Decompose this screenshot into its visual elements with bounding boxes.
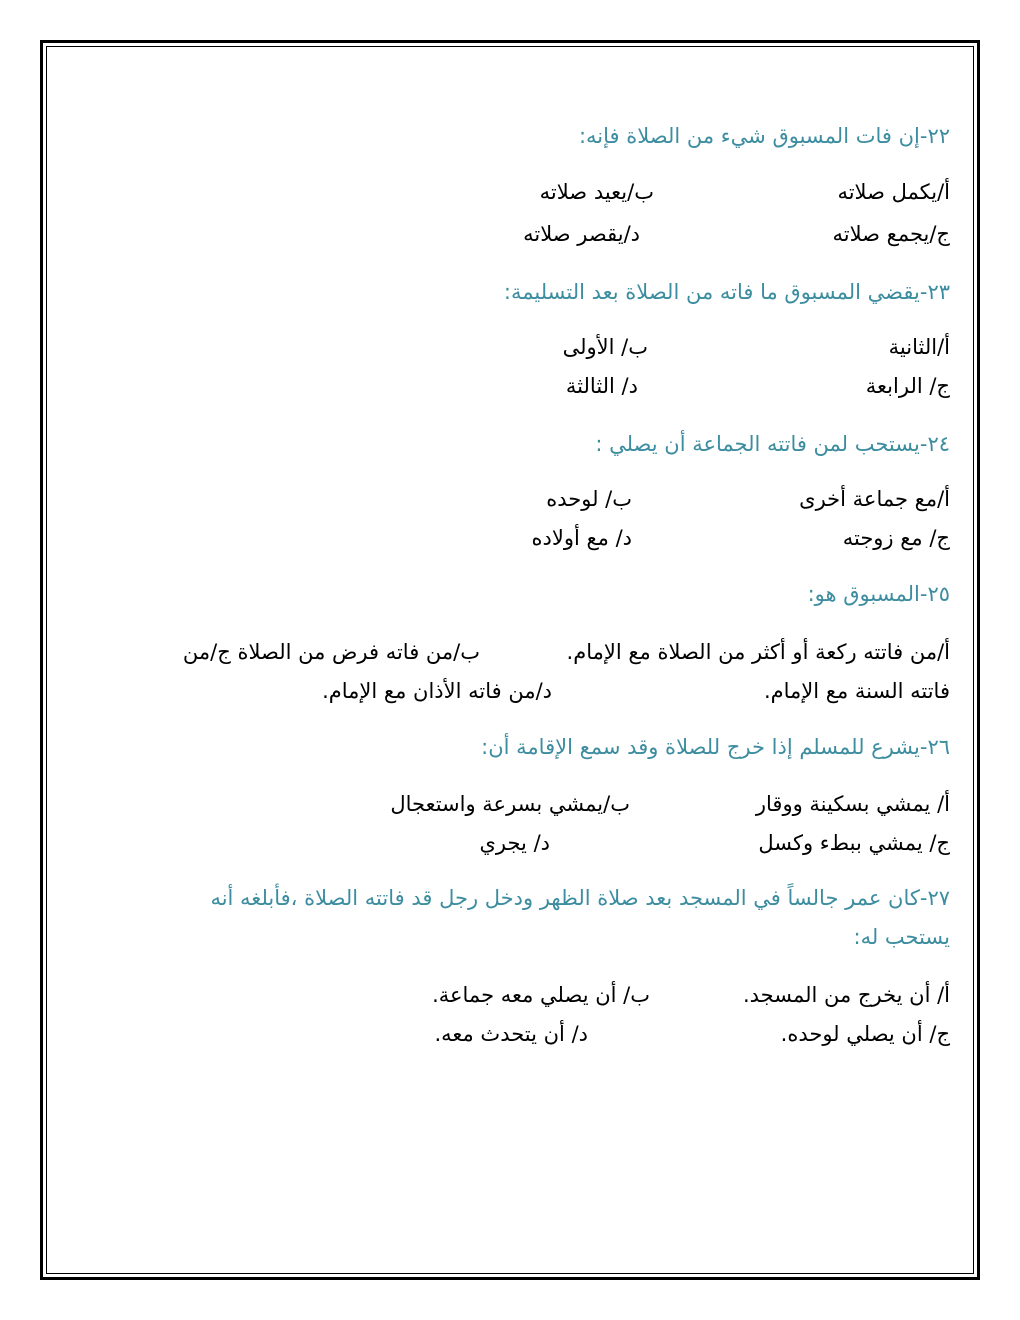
question-27-continued: يستحب له:	[853, 925, 950, 949]
option-a: أ/الثانية	[888, 335, 950, 359]
option-c: ج/ يمشي ببطء وكسل	[758, 831, 950, 855]
question-text: -يقضي المسبوق ما فاته من الصلاة بعد التسليمة:	[503, 280, 928, 304]
option-d: د/ مع أولاده	[531, 526, 632, 550]
option-a: أ/ أن يخرج من المسجد.	[742, 983, 950, 1007]
question-22	[579, 124, 950, 148]
option-a: أ/من فاتته ركعة أو أكثر من الصلاة مع الإمام.	[566, 640, 950, 664]
option-b: ب/ الأولى	[562, 335, 648, 359]
question-number: ٢٥	[927, 582, 950, 606]
option-a: أ/يكمل صلاته	[837, 180, 950, 204]
option-d: د/يقصر صلاته	[523, 222, 640, 246]
option-d: د/ أن يتحدث معه.	[434, 1022, 588, 1046]
option-b: ب/يمشي بسرعة واستعجال	[390, 792, 630, 816]
question-text: -كان عمر جالساً في المسجد بعد صلاة الظهر ودخل رجل قد فاتته الصلاة ،فأبلغه أنه	[210, 886, 928, 910]
question-number: ٢٢	[927, 124, 950, 148]
question-text: -يستحب لمن فاتته الجماعة أن يصلي :	[595, 432, 928, 456]
question-24	[595, 432, 950, 456]
option-c-cont: فاتته السنة مع الإمام.	[763, 679, 950, 703]
question-25	[808, 582, 950, 606]
question-number: ٢٤	[927, 432, 950, 456]
option-b: ب/يعيد صلاته	[539, 180, 654, 204]
question-number: ٢٦	[927, 735, 950, 759]
question-number: ٢٣	[927, 280, 950, 304]
question-text: -يشرع للمسلم إذا خرج للصلاة وقد سمع الإقامة أن:	[481, 735, 928, 759]
question-26	[481, 735, 950, 759]
option-b-c: ب/من فاته فرض من الصلاة ج/من	[182, 640, 480, 664]
question-27	[210, 886, 950, 910]
option-d: د/ يجري	[479, 831, 550, 855]
option-c: ج/يجمع صلاته	[832, 222, 950, 246]
option-a: أ/مع جماعة أخرى	[799, 487, 950, 511]
question-text: -المسبوق هو:	[807, 582, 928, 606]
question-text: -إن فات المسبوق شيء من الصلاة فإنه:	[578, 124, 928, 148]
option-d: د/ الثالثة	[565, 374, 638, 398]
option-b: ب/ لوحده	[546, 487, 632, 511]
option-c: ج/ الرابعة	[865, 374, 950, 398]
option-d: د/من فاته الأذان مع الإمام.	[322, 679, 552, 703]
question-23	[504, 280, 950, 304]
question-number: ٢٧	[927, 886, 950, 910]
option-b: ب/ أن يصلي معه جماعة.	[432, 983, 650, 1007]
option-c: ج/ أن يصلي لوحده.	[780, 1022, 950, 1046]
option-c: ج/ مع زوجته	[842, 526, 950, 550]
option-a: أ/ يمشي بسكينة ووقار	[755, 792, 950, 816]
